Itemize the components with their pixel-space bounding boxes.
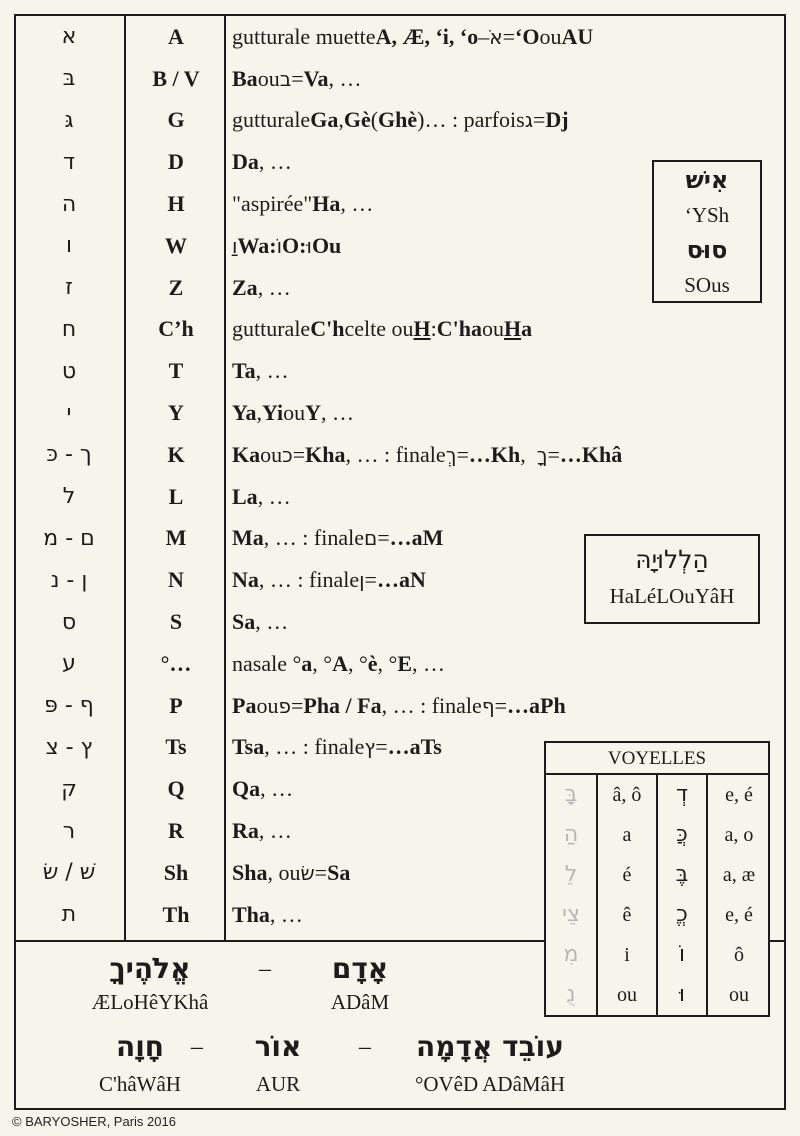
vowel-value: ê	[622, 904, 632, 926]
row-pe	[14, 685, 786, 727]
hebrew-letter: ה	[61, 191, 77, 217]
latin-letter: Ts	[165, 734, 187, 760]
hebrew-word-sus: סוּס	[686, 236, 728, 264]
latin-letter: B / V	[152, 65, 200, 91]
hebrew-letter: ז	[65, 275, 73, 301]
latin-letter: W	[165, 232, 187, 258]
description: gutturale muette A, Æ, ‘i, ‘o – אֹ = ‘O ou AU	[232, 23, 594, 49]
row-bet	[14, 58, 786, 100]
latin-letter: K	[167, 441, 185, 467]
copyright-notice: © BARYOSHER, Paris 2016	[12, 1114, 176, 1129]
description: Sha , ou שׂ = Sa	[232, 859, 351, 885]
vowel-sign: מִ	[563, 942, 579, 967]
description: Qa , …	[232, 776, 294, 802]
latin-letter: G	[167, 107, 185, 133]
latin-letter: R	[168, 818, 184, 844]
description: Ta , …	[232, 358, 289, 384]
description: Tsa , … : finale ץ = …aTs	[232, 734, 442, 760]
description: Ka ou כ = Kha , … : finale ךְ = …Kh , ךָ = …Khâ	[232, 441, 623, 467]
example-or-latin: AUR	[255, 1072, 301, 1096]
vowel-value: e, é	[725, 784, 753, 806]
hebrew-letter: ד	[62, 149, 75, 175]
hebrew-letter: ק	[61, 776, 77, 802]
description: Za , …	[232, 274, 291, 300]
vowel-value: ô	[734, 944, 744, 966]
latin-letter: T	[168, 358, 184, 384]
row-yod	[14, 392, 786, 434]
row-lamed	[14, 476, 786, 518]
vowel-sign: צֵי	[562, 902, 580, 927]
hebrew-letter: ס	[61, 609, 77, 635]
hebrew-letter: ת	[61, 902, 77, 928]
description: Pa ou פ = Pha / Fa , … : finale ף = …aPh	[232, 692, 566, 718]
example-box-halleluyah	[584, 534, 760, 624]
description: nasale ° a , ° A , ° è , ° E , …	[232, 650, 446, 676]
description: וַ Wa : וֹ O : וּ Ou	[232, 232, 342, 258]
hebrew-letter: ע	[62, 651, 76, 677]
hebrew-letter: ל	[62, 484, 76, 510]
hebrew-letter: בּ	[62, 66, 76, 92]
hebrew-letter: ם - מ	[43, 525, 95, 551]
description: Da , …	[232, 149, 292, 175]
hebrew-letter: ט	[61, 358, 77, 384]
row-aleph	[14, 16, 786, 58]
example-adam-latin: ADâM	[330, 990, 390, 1014]
latin-letter: S	[169, 609, 183, 635]
vowel-value: ou	[617, 984, 637, 1006]
description: Tha , …	[232, 901, 303, 927]
example-oved-latin: °OVêD ADâMâH	[414, 1072, 566, 1096]
row-tet	[14, 350, 786, 392]
example-dash: –	[359, 1034, 371, 1060]
hebrew-letter: ן - נ	[50, 567, 88, 593]
latin-letter: H	[167, 191, 185, 217]
description: Ma , … : finale ם = …aM	[232, 525, 444, 551]
latin-letter: L	[168, 483, 184, 509]
description: Ya , Yi ou Y , …	[232, 400, 355, 426]
latin-letter: Y	[168, 400, 184, 426]
latin-letter: Sh	[163, 859, 189, 885]
example-or-hebrew: אוֹר	[254, 1030, 302, 1063]
description: gutturale C'h celte ou H : C'ha ou Ha	[232, 316, 533, 342]
hebrew-letter: גּ	[64, 107, 74, 133]
transliteration-ish: ‘YSh	[684, 203, 730, 227]
description: Na , … : finale ן = …aN	[232, 567, 426, 593]
example-chava-latin: C'hâWâH	[99, 1072, 181, 1096]
latin-letter: D	[168, 149, 184, 175]
transliteration-halleluyah: HaLéLOuYâH	[609, 584, 735, 608]
hebrew-letter: ר	[62, 818, 76, 844]
hebrew-letter: שׁ / שׂ	[42, 860, 96, 886]
hebrew-word-halleluyah: הַלְלוּיָהּ	[635, 545, 709, 574]
example-elohekha-latin: ÆLoHêYKhâ	[91, 990, 209, 1014]
vowel-sign: כֲּ	[676, 822, 688, 847]
latin-letter: P	[169, 692, 183, 718]
hebrew-letter: ך - כּ	[46, 442, 92, 468]
latin-letter: M	[165, 525, 187, 551]
vowel-value: â, ô	[612, 784, 642, 806]
vowels-title: VOYELLES	[546, 743, 768, 775]
vowel-sign: וֹ	[679, 942, 685, 967]
latin-letter: A	[168, 23, 184, 49]
row-gimel	[14, 100, 786, 142]
latin-letter: Q	[167, 776, 185, 802]
row-kaf	[14, 434, 786, 476]
vowel-value: e, é	[725, 904, 753, 926]
hebrew-letter: ו	[66, 233, 72, 259]
description: Ba ou ב = Va , …	[232, 65, 362, 91]
example-box-ish-sus	[652, 160, 762, 303]
example-dash: –	[191, 1034, 203, 1060]
hebrew-letter: ץ - צ	[45, 734, 93, 760]
hebrew-letter: י	[66, 400, 72, 426]
latin-letter: Z	[168, 274, 184, 300]
latin-letter: Th	[162, 901, 190, 927]
hebrew-letter: ח	[61, 316, 77, 342]
vowel-value: a	[622, 824, 632, 846]
hebrew-letter: ף - פּ	[44, 693, 94, 719]
example-chava-hebrew: חָוָה	[115, 1030, 165, 1063]
example-elohekha-hebrew: אֱלֹהֶיךָ	[109, 952, 191, 985]
description: gutturale Ga , Gè ( Ghè )… : parfois ג = Dj	[232, 107, 569, 133]
hebrew-letter: א	[61, 24, 77, 50]
row-ayin	[14, 643, 786, 685]
vowel-sign: כֱ	[676, 902, 688, 927]
example-oved-hebrew: עוֹבֵד אֲדָמָה	[416, 1030, 564, 1063]
vowel-sign: לֵ	[564, 862, 578, 887]
vowel-value: a, æ	[722, 864, 756, 886]
hebrew-word-ish: אִישׁ	[685, 166, 729, 194]
vowel-sign: הַ	[563, 822, 579, 847]
latin-letter: N	[168, 567, 184, 593]
vowel-value: é	[622, 864, 632, 886]
latin-letter: C’h	[158, 316, 194, 342]
row-het	[14, 309, 786, 351]
example-dash: –	[259, 956, 271, 982]
example-adam-hebrew: אָדָם	[331, 952, 389, 985]
vowel-sign: דְ	[675, 782, 688, 807]
vowel-value: i	[624, 944, 630, 966]
description: La , …	[232, 483, 291, 509]
description: Ra , …	[232, 818, 292, 844]
vowel-sign: בֶּ	[675, 862, 689, 887]
vowels-table	[544, 741, 770, 1017]
latin-letter: °…	[160, 650, 192, 676]
vowel-sign: בָּ	[564, 782, 578, 807]
transliteration-sus: SOus	[684, 273, 730, 297]
description: Sa , …	[232, 609, 289, 635]
vowel-value: a, o	[724, 824, 754, 846]
vowel-sign: נֻ	[566, 982, 576, 1007]
description: "aspirée" Ha , …	[232, 191, 374, 217]
vowel-value: ou	[729, 984, 749, 1006]
vowel-sign: וּ	[679, 982, 685, 1007]
